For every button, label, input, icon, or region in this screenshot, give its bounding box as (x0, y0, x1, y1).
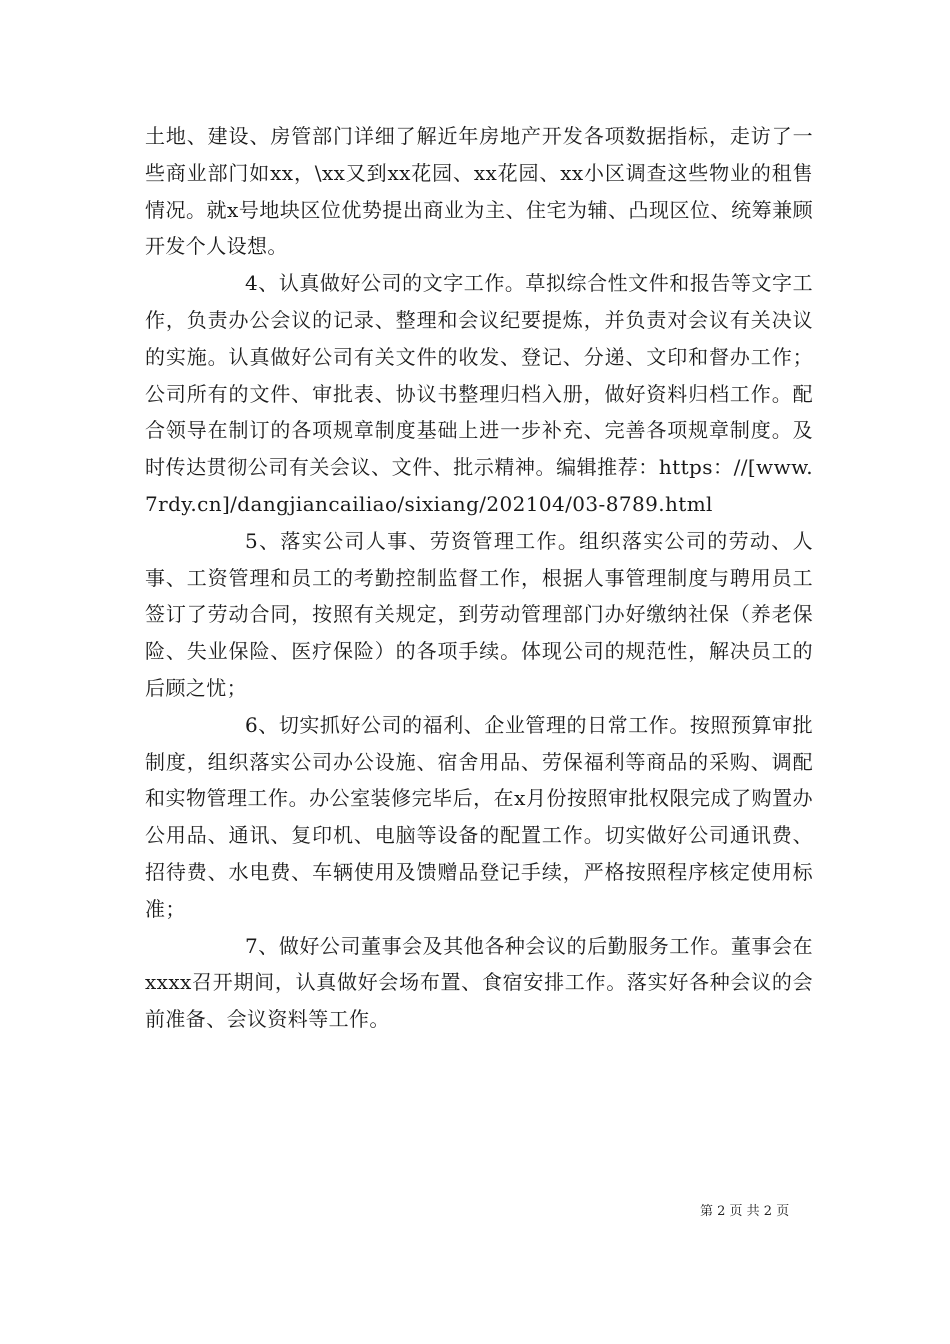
paragraph-continued: 土地、建设、房管部门详细了解近年房地产开发各项数据指标，走访了一些商业部门如xx，\xx又到xx花园、xx花园、xx小区调查这些物业的租售情况。就x号地块区位优势提出商业为主、住宅为辅、凸现区位、统筹兼顾开发个人设想。 (145, 124, 813, 259)
paragraph-item-5: 5、落实公司人事、劳资管理工作。组织落实公司的劳动、人事、工资管理和员工的考勤控制监督工作，根据人事管理制度与聘用员工签订了劳动合同，按照有关规定，到劳动管理部门办好缴纳社保（养老保险、失业保险、医疗保险）的各项手续。体现公司的规范性，解决员工的后顾之忧； (145, 528, 813, 700)
paragraph-item-4: 4、认真做好公司的文字工作。草拟综合性文件和报告等文字工作，负责办公会议的记录、整理和会议纪要提炼，并负责对会议有关决议的实施。认真做好公司有关文件的收发、登记、分递、文印和督办工作；公司所有的文件、审批表、协议书整理归档入册，做好资料归档工作。配合领导在制订的各项规章制度基础上进一步补充、完善各项规章制度。及时传达贯彻公司有关会议、文件、批示精神。编辑推荐：https：//[www.7rdy.cn]/dangjiancailiao/sixiang/202104/03-8789.html (145, 271, 813, 516)
page-number-footer: 第 2 页 共 2 页 (700, 1204, 790, 1219)
paragraph-item-6: 6、切实抓好公司的福利、企业管理的日常工作。按照预算审批制度，组织落实公司办公设施、宿舍用品、劳保福利等商品的采购、调配和实物管理工作。办公室装修完毕后，在x月份按照审批权限完成了购置办公用品、通讯、复印机、电脑等设备的配置工作。切实做好公司通讯费、招待费、水电费、车辆使用及馈赠品登记手续，严格按照程序核定使用标准； (145, 712, 813, 921)
document-body (145, 118, 813, 1038)
paragraph-item-7: 7、做好公司董事会及其他各种会议的后勤服务工作。董事会在xxxx召开期间，认真做好会场布置、食宿安排工作。落实好各种会议的会前准备、会议资料等工作。 (145, 933, 813, 1032)
